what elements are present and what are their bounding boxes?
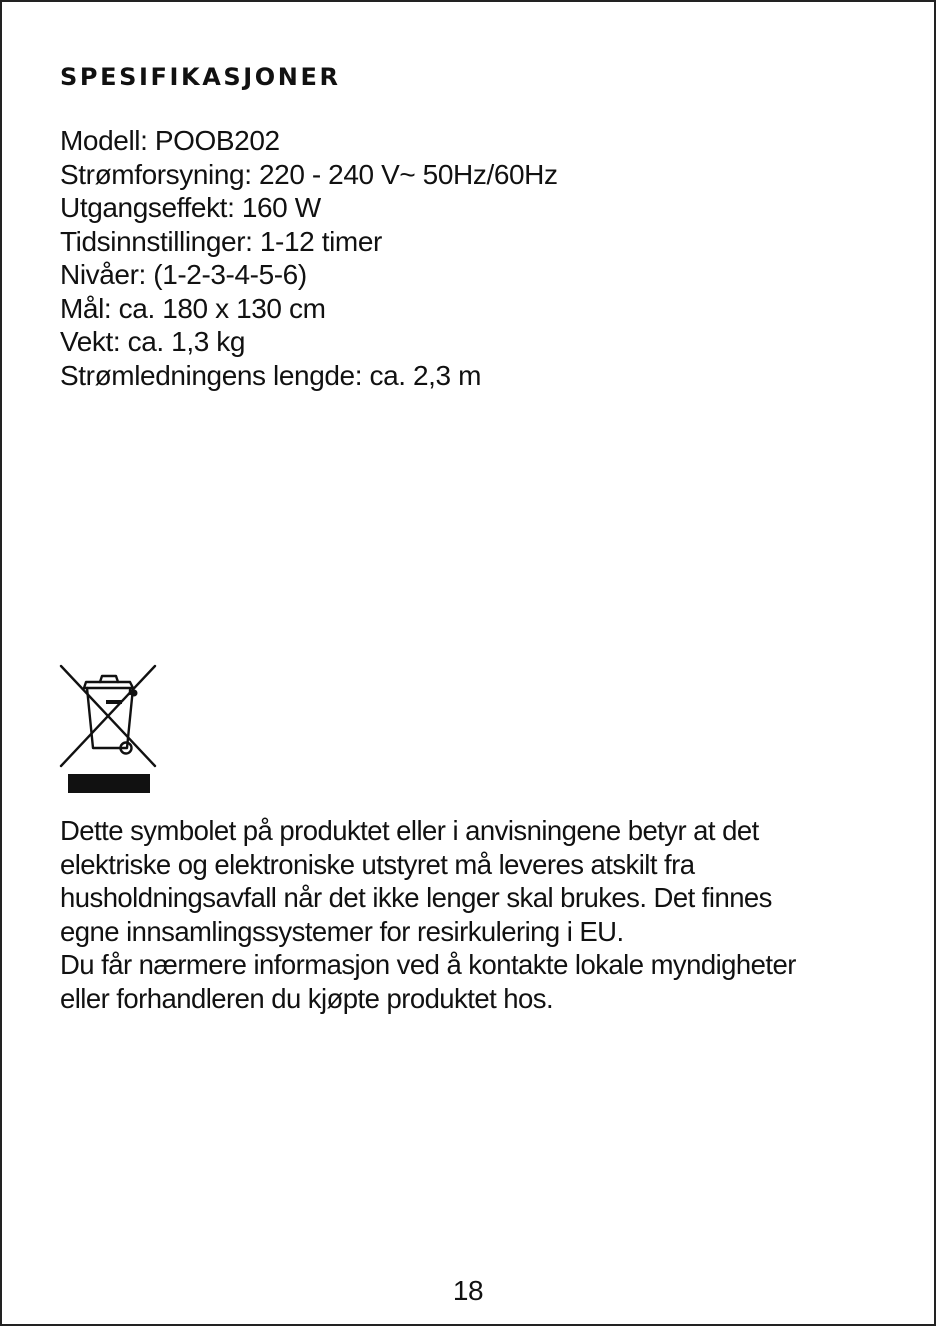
section-title: SPESIFIKASJONER <box>60 63 341 91</box>
spec-power-supply: Strømforsyning: 220 - 240 V~ 50Hz/60Hz <box>60 158 558 190</box>
disposal-text-line: eller forhandleren du kjøpte produktet hos. <box>60 982 554 1014</box>
spec-timer-settings: Tidsinnstillinger: 1-12 timer <box>60 225 382 257</box>
spec-model: Modell: POOB202 <box>60 125 280 156</box>
disposal-text-line: Dette symbolet på produktet eller i anvisningene betyr at det <box>60 815 759 846</box>
spec-levels: Nivåer: (1-2-3-4-5-6) <box>60 259 307 290</box>
spec-output-power: Utgangseffekt: 160 W <box>60 192 321 223</box>
spec-dimensions: Mål: ca. 180 x 130 cm <box>60 292 326 324</box>
spec-cord-length: Strømledningens lengde: ca. 2,3 m <box>60 359 482 391</box>
page-number: 18 <box>452 1275 484 1306</box>
disposal-text-line: egne innsamlingssystemer for resirkulering i EU. <box>60 915 624 947</box>
disposal-text-line: elektriske og elektroniske utstyret må leveres atskilt fra <box>60 848 695 880</box>
disposal-info-text <box>60 814 880 1015</box>
disposal-text-line: husholdningsavfall når det ikke lenger skal brukes. Det finnes <box>60 882 772 913</box>
spec-list <box>60 124 558 392</box>
spec-weight: Vekt: ca. 1,3 kg <box>60 326 246 357</box>
crossed-out-wheelie-bin-icon <box>58 660 160 798</box>
disposal-text-line: Du får nærmere informasjon ved å kontakte lokale myndigheter <box>60 949 796 980</box>
